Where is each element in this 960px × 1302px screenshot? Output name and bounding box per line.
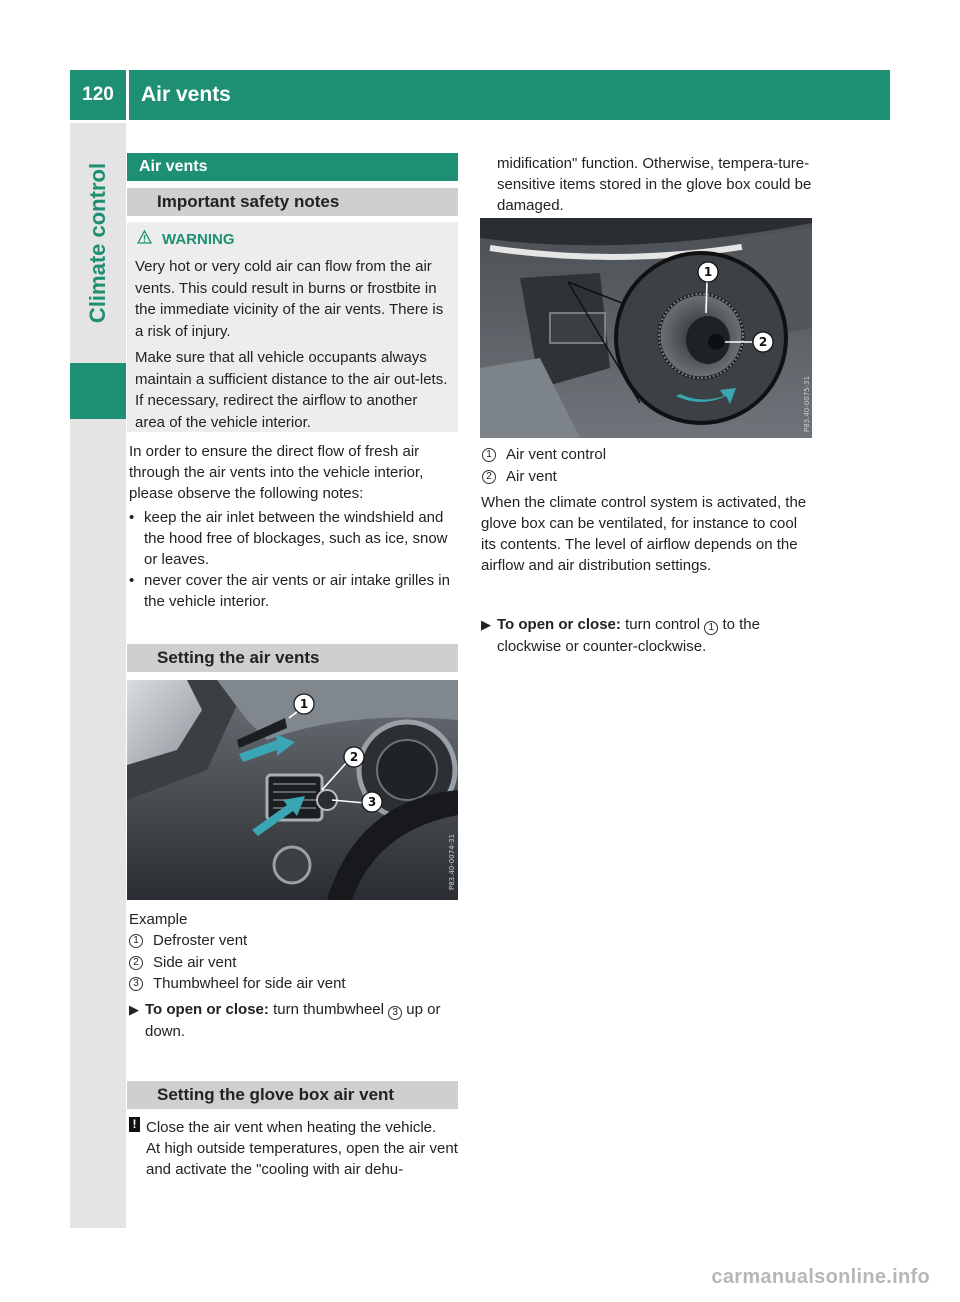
- action-label: To open or close:: [145, 1001, 269, 1018]
- svg-text:2: 2: [758, 335, 768, 349]
- notice-block: [129, 1117, 462, 1180]
- figure-glove-box-vent: [480, 218, 812, 438]
- continued-paragraph: midification" function. Otherwise, tempera-ture-sensitive items stored in the glove box could be damaged.: [497, 155, 812, 214]
- warning-header: [137, 230, 450, 248]
- intro-paragraph: In order to ensure the direct flow of fresh air through the air vents into the vehicle interior, please observe the following notes:: [129, 443, 424, 502]
- sidebar-chapter-label: Climate control: [85, 162, 110, 324]
- list-item-text: never cover the air vents or air intake grilles in the vehicle interior.: [144, 572, 450, 610]
- list-item-text: keep the air inlet between the windshield and the hood free of blockages, such as ice, snow or leaves.: [144, 509, 448, 568]
- warning-paragraph: Make sure that all vehicle occupants always maintain a sufficient distance to the air out-lets. If necessary, redirect the airflow to another area of the vehicle interior.: [135, 349, 448, 431]
- action-text: turn thumbwheel: [268, 1001, 389, 1018]
- page-number: 120: [70, 70, 126, 120]
- svg-text:1: 1: [299, 697, 309, 711]
- figure-side-air-vents: [127, 680, 458, 900]
- action-text: to the clockwise or counter-clockwise.: [497, 616, 760, 655]
- action-text: up or down.: [145, 1001, 441, 1040]
- sidebar-chapter: [70, 123, 126, 363]
- legend-list: [482, 444, 812, 487]
- legend-item: [129, 930, 459, 952]
- heading-safety-notes: Important safety notes: [127, 188, 458, 216]
- legend-text: Air vent: [506, 467, 557, 485]
- callout-number: 2: [482, 470, 496, 484]
- action-text: turn control: [620, 616, 705, 633]
- warning-paragraph: Very hot or very cold air can flow from the air vents. This could result in burns or frostbite in the immediate vicinity of the air vents. There is a risk of injury.: [135, 258, 444, 340]
- svg-text:1: 1: [703, 265, 713, 279]
- callout-number: 1: [704, 621, 718, 635]
- action-step: [129, 999, 475, 1042]
- callout-number: 3: [129, 977, 143, 991]
- legend-text: Thumbwheel for side air vent: [153, 975, 346, 992]
- arrow-right-icon: ▶: [481, 617, 491, 632]
- legend-item: [482, 444, 812, 466]
- legend-text: Air vent control: [506, 446, 607, 463]
- svg-text:3: 3: [367, 795, 377, 809]
- list-item: • never cover the air vents or air intake grilles in the vehicle interior.: [129, 572, 450, 610]
- warning-triangle-icon: [137, 230, 152, 248]
- arrow-right-icon: ▶: [129, 1002, 139, 1017]
- warning-box: [127, 222, 458, 432]
- callout-number: 1: [129, 934, 143, 948]
- legend-text: Side air vent: [153, 953, 237, 971]
- action-step: [481, 614, 827, 657]
- notice-text: Close the air vent when heating the vehicle.: [146, 1119, 437, 1136]
- exclamation-icon: !: [129, 1117, 140, 1132]
- ventilation-paragraph: When the climate control system is activated, the glove box can be ventilated, for instance to cool its contents. The level of airflow depends on the airflow and air distribution settings.: [481, 494, 807, 574]
- action-label: To open or close:: [497, 616, 621, 633]
- figure-code: P83.40-0075-31: [803, 375, 811, 432]
- callout-number: 2: [129, 956, 143, 970]
- legend-item: [129, 973, 459, 995]
- warning-label: WARNING: [162, 230, 235, 248]
- figure-caption: Example: [129, 911, 188, 928]
- figure-code: P83.40-0074-31: [448, 833, 456, 890]
- list-item: • keep the air inlet between the windshield and the hood free of blockages, such as ice, snow or leaves.: [129, 509, 448, 568]
- watermark-text: carmanualsonline.info: [711, 1266, 930, 1288]
- notes-list: [129, 507, 459, 612]
- svg-text:2: 2: [349, 750, 359, 764]
- legend-item: [482, 466, 812, 488]
- callout-number: 1: [482, 448, 496, 462]
- legend-list: [129, 930, 459, 995]
- page-header-title: Air vents: [129, 70, 890, 120]
- legend-text: Defroster vent: [153, 932, 248, 949]
- notice-text: At high outside temperatures, open the air vent and activate the "cooling with air dehu-: [146, 1140, 458, 1178]
- heading-setting-air-vents: Setting the air vents: [127, 644, 458, 672]
- legend-item: [129, 952, 459, 974]
- section-title-air-vents: Air vents: [127, 153, 458, 181]
- heading-glove-box-vent: Setting the glove box air vent: [127, 1081, 458, 1109]
- sidebar-marker: [70, 363, 126, 419]
- callout-number: 3: [388, 1006, 402, 1020]
